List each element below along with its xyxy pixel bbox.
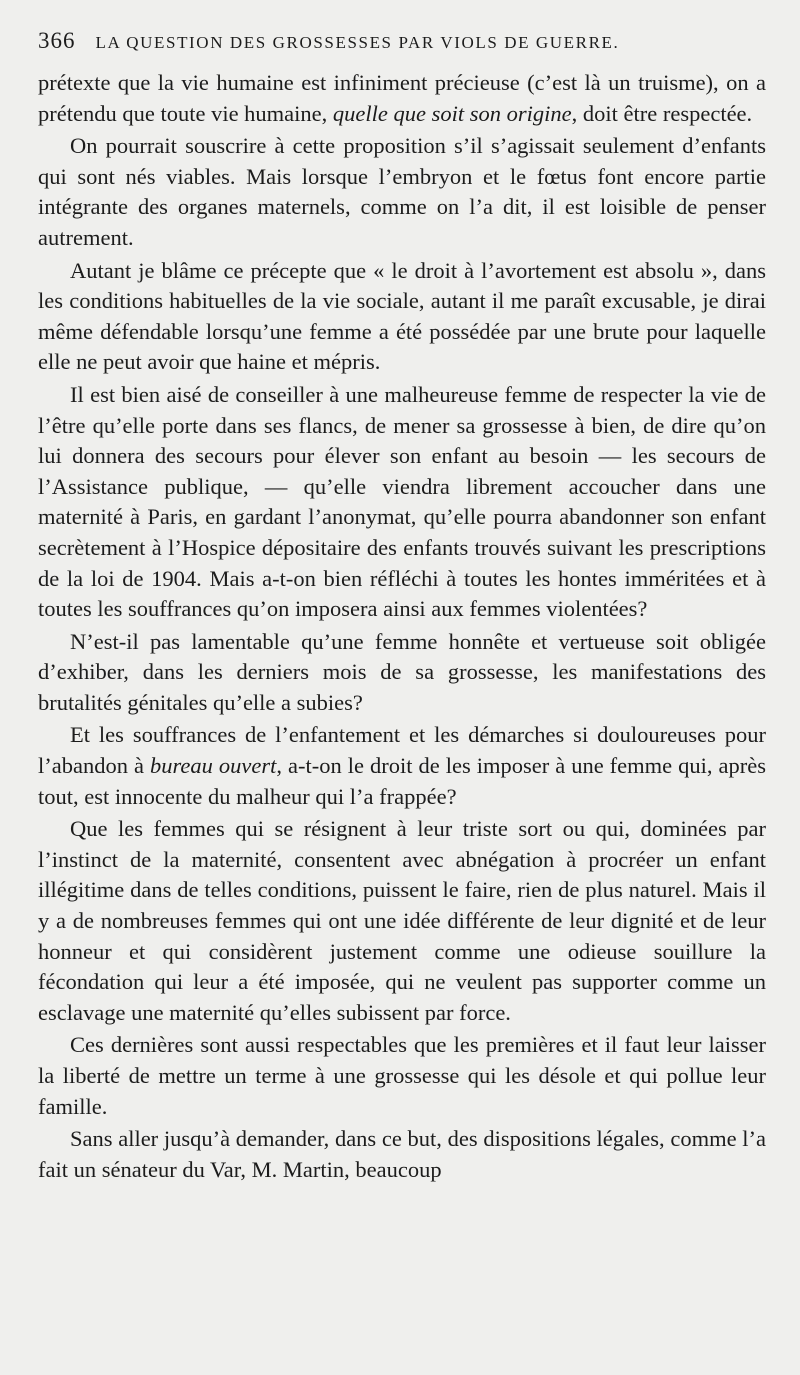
paragraph-3: Autant je blâme ce précepte que « le droit à l’avortement est absolu », dans les conditions habituelles de la vie sociale, autant il me paraît excusable, je dirai même défendable lorsqu’une femme a été possédée par une brute pour laquelle elle ne peut avoir que haine et mépris. <box>38 257 766 375</box>
italic-phrase: bureau ouvert <box>149 753 277 779</box>
page-number: 366 <box>38 28 76 53</box>
paragraph-1: prétexte que la vie humaine est infiniment précieuse (c’est là un truisme), on a prétendu que toute vie humaine, quelle que soit son origine, doit être respectée. <box>38 70 766 126</box>
italic-phrase: quelle que soit son origine <box>332 100 572 126</box>
running-title: LA QUESTION DES GROSSESSES PAR VIOLS DE GUERRE. <box>95 33 620 52</box>
paragraph-4: Il est bien aisé de conseiller à une malheureuse femme de respecter la vie de l’être qu’elle porte dans ses flancs, de mener sa grossesse à bien, de dire qu’on lui donnera des secours pour élever son enfant au besoin — les secours de l’Assistance publique, — qu’elle viendra librement accoucher dans une maternité à Paris, en gardant l’anonymat, qu’elle pourra abandonner son enfant secrètement à l’Hospice dépositaire des enfants trouvés suivant les prescriptions de la loi de 1904. Mais a-t-on bien réfléchi à toutes les hontes imméritées et à toutes les souffrances qu’on imposera ainsi aux femmes violentées? <box>38 381 766 622</box>
paragraph-5: N’est-il pas lamentable qu’une femme honnête et vertueuse soit obligée d’exhiber, dans les derniers mois de sa grossesse, les manifestations des brutalités génitales qu’elle a subies? <box>38 628 766 715</box>
paragraph-7: Que les femmes qui se résignent à leur triste sort ou qui, dominées par l’instinct de la maternité, consentent avec abnégation à procréer un enfant illégitime dans de telles conditions, puissent le faire, rien de plus naturel. Mais il y a de nombreuses femmes qui ont une idée différente de leur dignité et de leur honneur et qui considèrent justement comme une odieuse souillure la fécondation qui leur a été imposée, qui ne veulent pas supporter comme un esclavage une maternité qu’elles subissent par force. <box>38 816 766 1025</box>
paragraph-9: Sans aller jusqu’à demander, dans ce but, des dispositions légales, comme l’a fait un sénateur du Var, M. Martin, beaucoup <box>38 1126 766 1182</box>
paragraph-2: On pourrait souscrire à cette proposition s’il s’agissait seulement d’enfants qui sont nés viables. Mais lorsque l’embryon et le fœtus font encore partie intégrante des organes maternels, comme on l’a dit, il est loisible de penser autrement. <box>38 133 766 250</box>
paragraph-8: Ces dernières sont aussi respectables que les premières et il faut leur laisser la liberté de mettre un terme à une grossesse qui les désole et qui pollue leur famille. <box>38 1032 766 1119</box>
running-head <box>38 28 766 62</box>
paragraph-6: Et les souffrances de l’enfantement et les démarches si douloureuses pour l’abandon à bureau ouvert, a-t-on le droit de les imposer à une femme qui, après tout, est innocente du malheur qui l’a frappée? <box>38 722 767 809</box>
